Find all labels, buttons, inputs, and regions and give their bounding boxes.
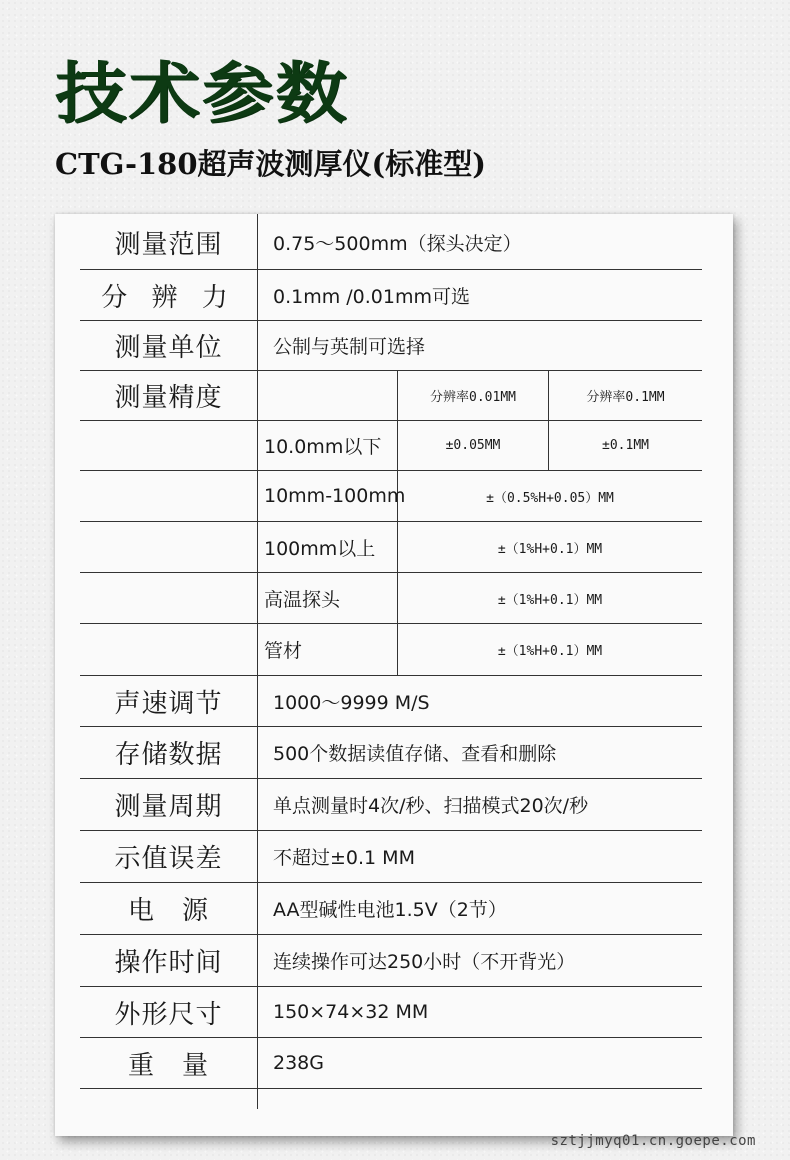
velocity-value: 1000～9999 M/S [273,691,430,714]
storage-label: 存储数据 [114,740,223,770]
size-value: 150×74×32 MM [273,1001,429,1023]
spec-table [55,214,733,1136]
cycle-value: 单点测量时4次/秒、扫描模式20次/秒 [273,795,589,817]
resolution-label: 分 辨 力 [101,282,236,313]
size-label: 外形尺寸 [114,999,223,1030]
product-title: CTG-180超声波测厚仪(标准型) [55,147,486,181]
unit-label: 测量单位 [114,333,223,363]
accuracy-row-label: 10mm-100mm [264,485,406,507]
page-heading: 技术参数 [55,55,349,132]
weight-value: 238G [273,1052,324,1074]
runtime-value: 连续操作可达250小时（不开背光） [273,951,576,973]
accuracy-row-value: ±0.05MM [445,438,501,453]
accuracy-row-value: ±（1%H+0.1）MM [497,644,603,659]
row-line [80,1088,702,1089]
power-value: AA型碱性电池1.5V（2节） [273,899,507,921]
cycle-label: 测量周期 [114,792,223,822]
accuracy-row-label: 10.0mm以下 [264,436,382,458]
accuracy-row-label: 高温探头 [264,588,341,611]
error-value: 不超过±0.1 MM [273,847,415,869]
accuracy-row-label: 管材 [264,640,303,662]
range-label: 测量范围 [114,230,223,260]
unit-value: 公制与英制可选择 [273,336,426,358]
accuracy-header-01: 分辨率0.1MM [586,390,665,405]
accuracy-label: 测量精度 [114,383,223,413]
accuracy-header-001: 分辨率0.01MM [430,390,516,405]
runtime-label: 操作时间 [114,948,223,978]
velocity-label: 声速调节 [114,688,223,719]
watermark: sztjjmyq01.cn.goepe.com [550,1133,756,1149]
range-value: 0.75～500mm（探头决定） [273,233,522,255]
power-label: 电 源 [127,896,209,926]
accuracy-row-value: ±（1%H+0.1）MM [497,541,603,557]
resolution-value: 0.1mm /0.01mm可选 [273,285,470,308]
error-label: 示值误差 [114,844,223,874]
accuracy-row-value: ±0.1MM [602,438,649,453]
accuracy-row-value: ±（1%H+0.1）MM [497,592,603,608]
accuracy-row-label: 100mm以上 [264,537,376,560]
accuracy-row-value: ±（0.5%H+0.05）MM [486,490,614,506]
weight-label: 重 量 [127,1050,209,1081]
storage-value: 500个数据读值存储、查看和删除 [273,743,557,765]
